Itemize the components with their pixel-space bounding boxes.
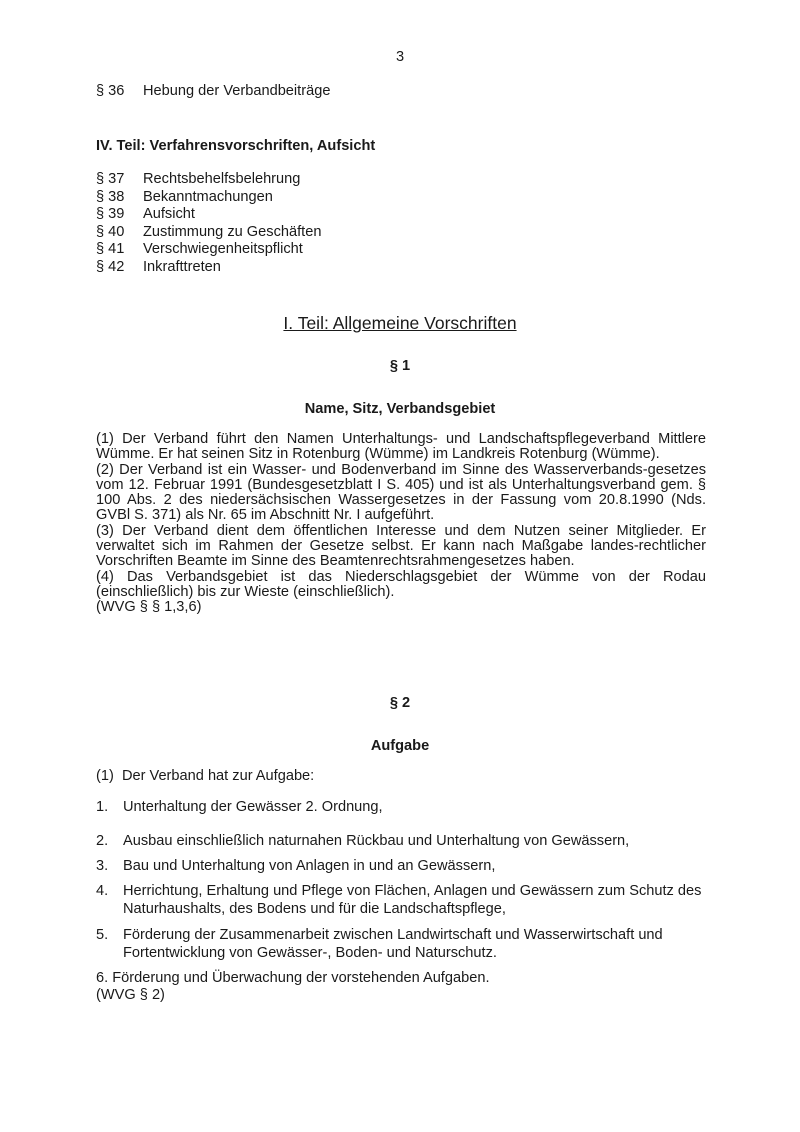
law-reference: (WVG § 2) xyxy=(96,987,165,1003)
toc-title: Bekanntmachungen xyxy=(143,188,273,205)
list-item-number: 1. xyxy=(96,799,109,815)
toc-row xyxy=(96,259,221,277)
list-item-number: 2. xyxy=(96,833,109,849)
list-item xyxy=(96,858,708,876)
list-item-text: Ausbau einschließlich naturnahen Rückbau und Unterhaltung von Gewässern, xyxy=(123,833,630,849)
list-item-text: Bau und Unterhaltung von Anlagen in und an Gewässern, xyxy=(123,858,496,874)
list-item-text: Herrichtung, Erhaltung und Pflege von Flächen, Anlagen und Gewässern zum Schutz des Naturhaushalts, des Bodens und für die Landschaftspflege, xyxy=(123,883,702,917)
toc-number: § 40 xyxy=(96,223,125,240)
list-item-number: 4. xyxy=(96,883,109,899)
section-number: § 2 xyxy=(389,695,411,711)
paragraph: (4) Das Verbandsgebiet ist das Niederschlagsgebiet der Wümme von der Rodau (einschließlich) bis zur Wieste (einschließlich). xyxy=(96,568,706,600)
page-number: 3 xyxy=(395,49,405,65)
list-item xyxy=(96,833,708,851)
section1-body xyxy=(96,432,706,616)
list-item-text: Förderung der Zusammenarbeit zwischen Landwirtschaft und Wasserwirtschaft und Fortentwicklung von Gewässer-, Boden- und Naturschutz. xyxy=(123,927,663,961)
paragraph: (3) Der Verband dient dem öffentlichen Interesse und dem Nutzen seiner Mitglieder. Er verwaltet sich im Rahmen der Gesetze selbst. Er kann nach Maßgabe landes-rechtlicher Vorschriften Beamte im Sinne des Beamtenrechtsrahmengesetzes haben. xyxy=(96,522,706,570)
part-heading: IV. Teil: Verfahrensvorschriften, Aufsicht xyxy=(96,138,376,154)
list-item-number: 3. xyxy=(96,858,109,874)
toc-number: § 41 xyxy=(96,241,125,257)
list-intro: (1) Der Verband hat zur Aufgabe: xyxy=(96,768,315,784)
toc-title: Verschwiegenheitspflicht xyxy=(143,241,303,257)
toc-number: § 37 xyxy=(96,171,125,187)
toc-row xyxy=(96,171,300,189)
toc-row xyxy=(96,224,321,242)
toc-row xyxy=(96,189,273,207)
toc-row xyxy=(96,83,330,101)
toc-title: Rechtsbehelfsbelehrung xyxy=(143,171,301,187)
list-item-number: 5. xyxy=(96,927,109,943)
toc-number: § 39 xyxy=(96,206,125,222)
toc-row xyxy=(96,206,195,224)
toc-number: § 36 xyxy=(96,83,125,99)
list-item xyxy=(96,883,708,918)
list-item xyxy=(96,927,708,962)
law-reference: (WVG § § 1,3,6) xyxy=(96,599,202,616)
section-title: Name, Sitz, Verbandsgebiet xyxy=(304,401,496,417)
section-title: Aufgabe xyxy=(370,738,430,754)
toc-title: Zustimmung zu Geschäften xyxy=(143,223,322,240)
main-heading: I. Teil: Allgemeine Vorschriften xyxy=(283,313,517,333)
toc-title: Aufsicht xyxy=(143,206,195,222)
list-item-final: 6. Förderung und Überwachung der vorstehenden Aufgaben. xyxy=(96,970,490,986)
toc-title: Hebung der Verbandbeiträge xyxy=(143,83,331,99)
list-item xyxy=(96,799,708,817)
toc-title: Inkrafttreten xyxy=(143,258,221,275)
paragraph: (2) Der Verband ist ein Wasser- und Bodenverband im Sinne des Wasserverbands-gesetzes vom 12. Februar 1991 (Bundesgesetzblatt I S. 405) und ist als Unterhaltungsverband gem. § 100 Abs. 2 des niedersächsischen Wassergesetzes in der Fassung vom 20.8.1990 (Nds. GVBl S. 371) als Nr. 65 im Abschnitt Nr. I aufgeführt. xyxy=(96,461,706,524)
list-item-text: Unterhaltung der Gewässer 2. Ordnung, xyxy=(123,799,383,815)
toc-number: § 42 xyxy=(96,258,125,275)
toc-row xyxy=(96,241,303,259)
section-number: § 1 xyxy=(389,358,411,374)
toc-number: § 38 xyxy=(96,188,125,205)
paragraph: (1) Der Verband führt den Namen Unterhaltungs- und Landschaftspflegeverband Mittlere Wümme. Er hat seinen Sitz in Rotenburg (Wümme) im Landkreis Rotenburg (Wümme). xyxy=(96,431,706,463)
